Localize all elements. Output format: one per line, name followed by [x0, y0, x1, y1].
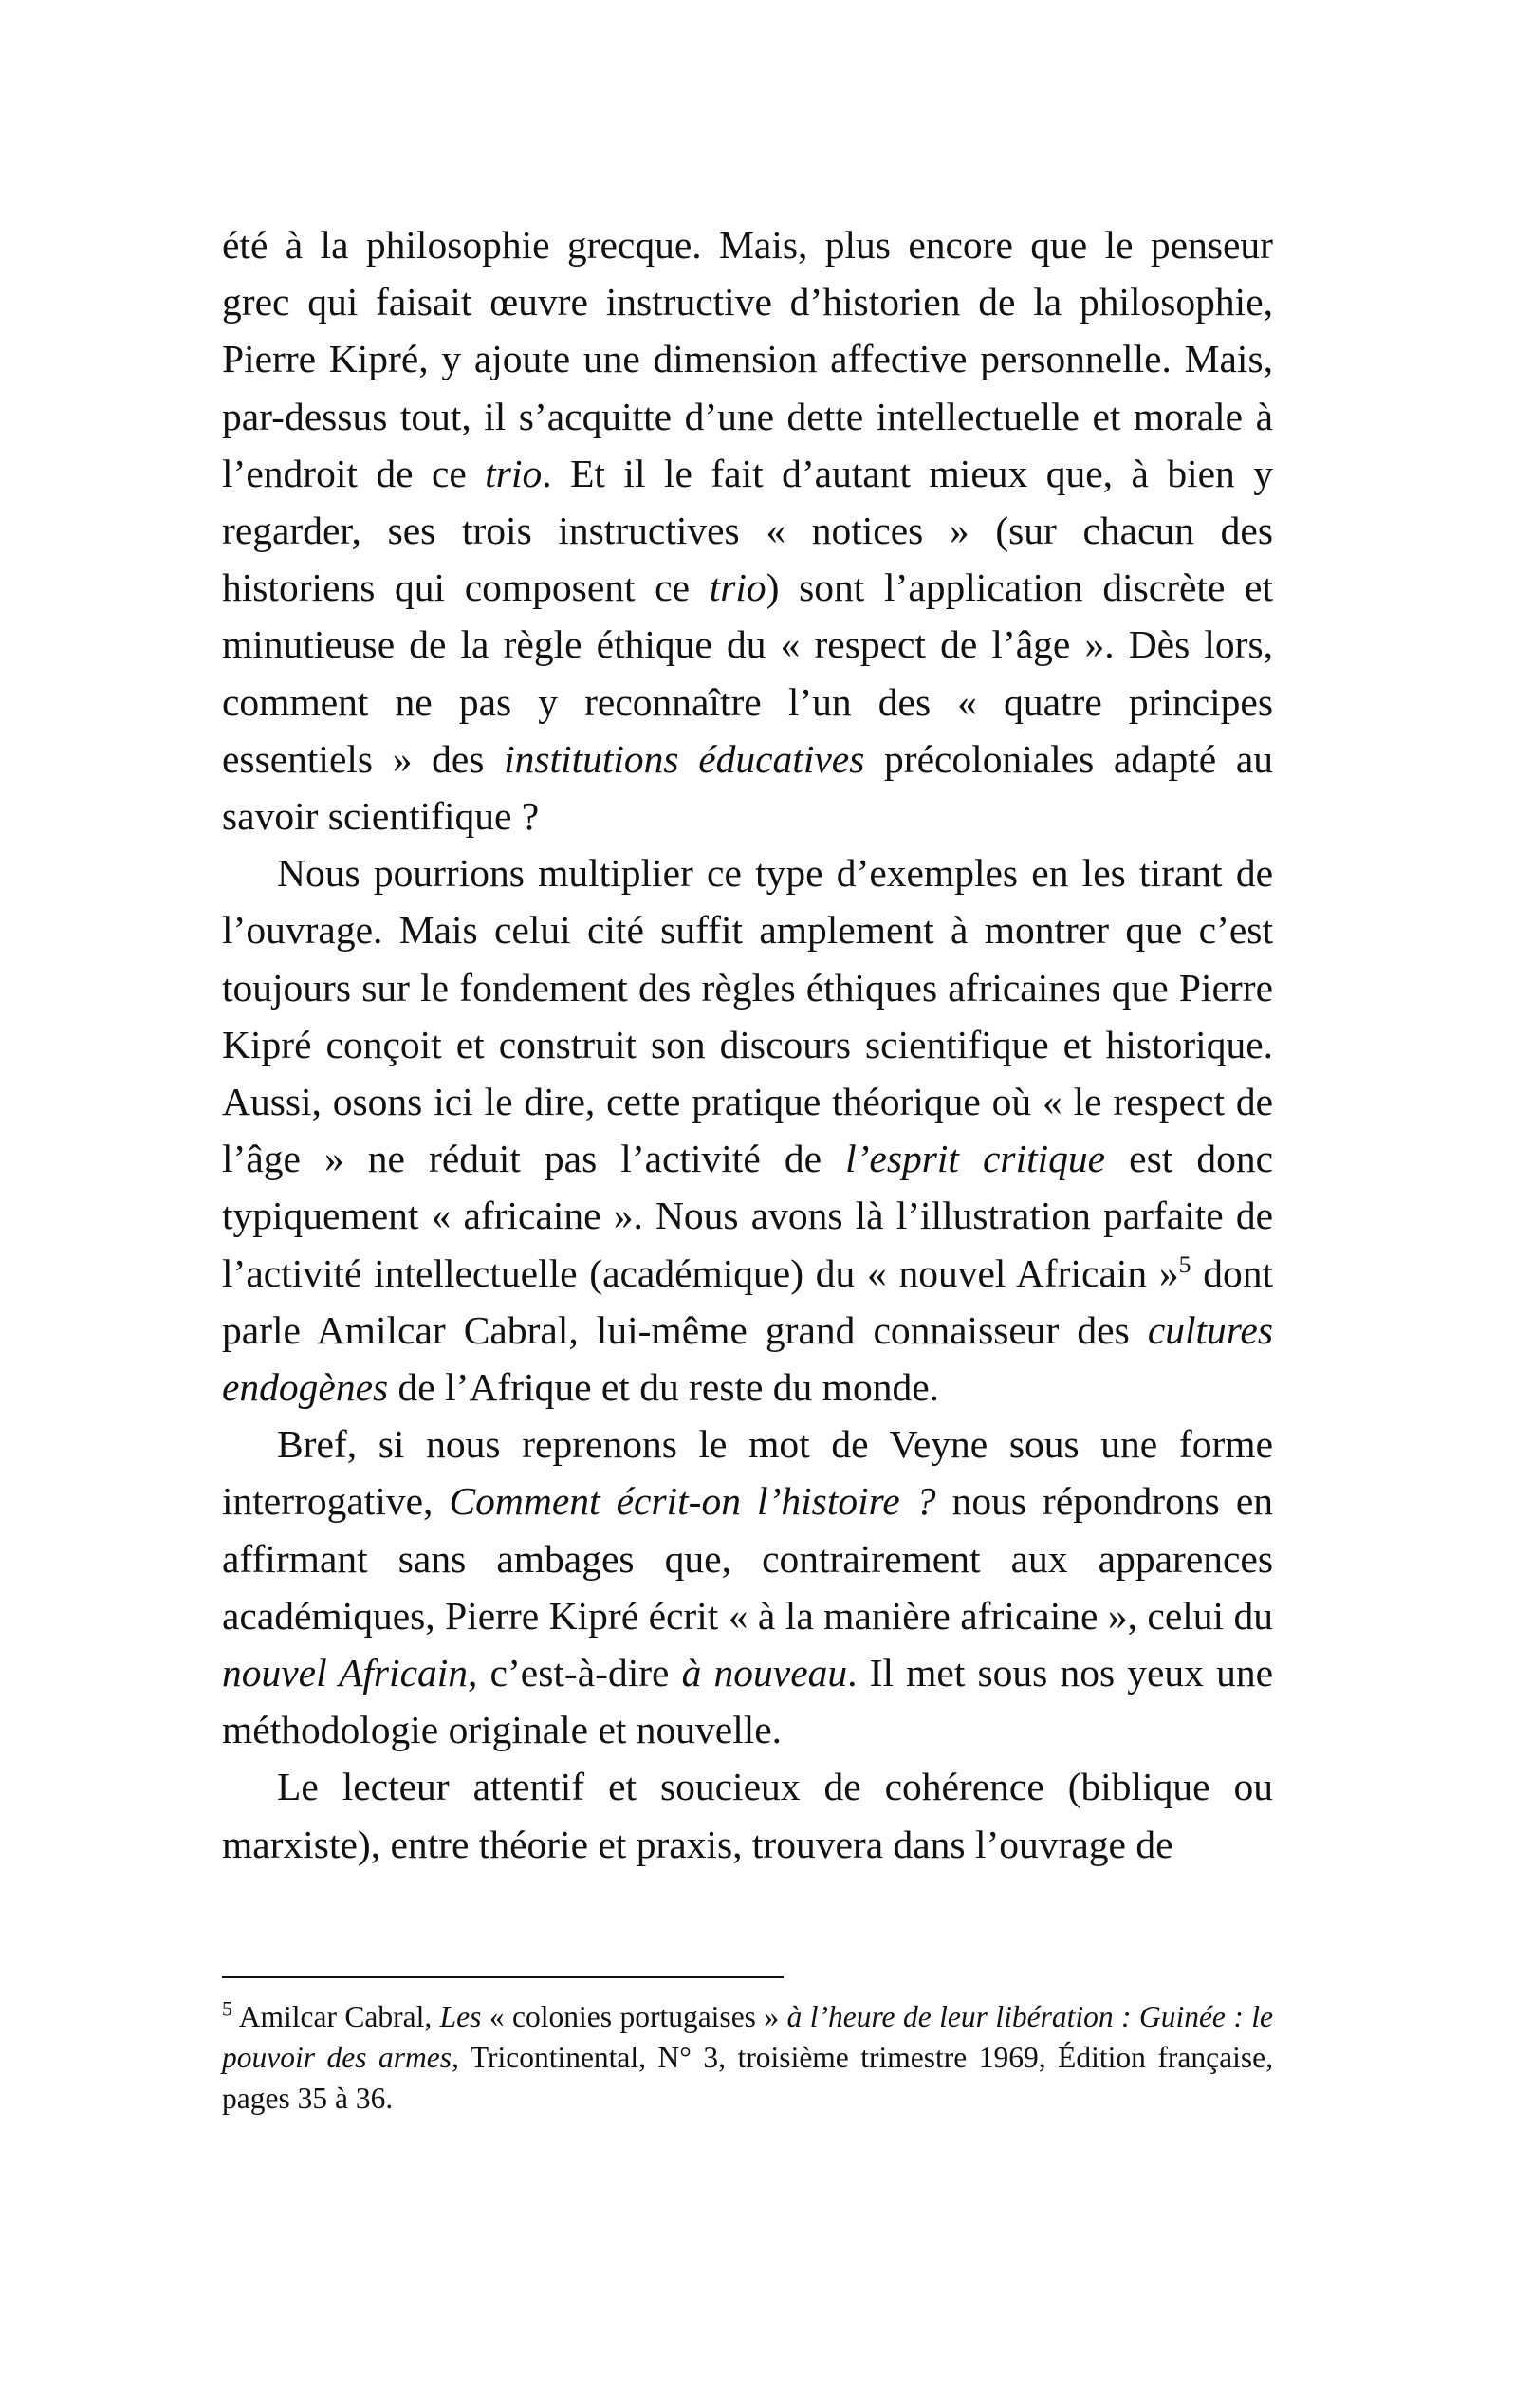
paragraph	[222, 1416, 1273, 1758]
italic-text: à nouveau	[681, 1651, 848, 1695]
text-run: Amilcar Cabral,	[232, 2000, 440, 2033]
text-run: . Et il le fait d’autant mieux que, à bien y regarder, ses trois instructives « notices » (sur chacun des historiens qui composent ce	[222, 451, 1273, 610]
italic-text: Les	[439, 2000, 482, 2033]
text-run: , Tricontinental, N° 3, troisième trimestre 1969, Édition française, pages 35 à 36.	[222, 2041, 1273, 2115]
text-run: . Il met sous nos yeux une méthodologie originale et nouvelle.	[222, 1651, 1274, 1752]
footnote-marker: 5	[222, 1996, 233, 2021]
text-run: précoloniales adapté au savoir scientifique ?	[222, 736, 1274, 839]
italic-text: trio	[485, 451, 543, 495]
text-run: dont parle Amilcar Cabral, lui-même grand connaisseur des	[222, 1250, 1273, 1352]
text-run: été à la philosophie grecque. Mais, plus encore que le penseur grec qui faisait œuvre instructive d’historien de la philosophie, Pierre Kipré, y ajoute une dimension affective personnelle. Mais, par-dessus tout, il s’acquitte d’une dette intellectuelle et morale à l’endroit de ce	[222, 223, 1273, 495]
italic-text: cultures endogènes	[222, 1307, 1273, 1410]
italic-text: l’esprit critique	[845, 1137, 1106, 1181]
paragraph	[222, 844, 1273, 1416]
italic-text: nouvel Africain	[222, 1651, 469, 1695]
paragraph	[222, 1758, 1273, 1872]
text-run: « colonies portugaises »	[481, 2000, 787, 2033]
text-run: est donc typiquement « africaine ». Nous avons là l’illustration parfaite de l’activité intellectuelle (académique) du « nouvel Africain »	[222, 1137, 1273, 1295]
text-run: ) sont l’application discrète et minutieuse de la règle éthique du « respect de l’âge ». Dès lors, comment ne pas y reconnaître l’un des « quatre principes essentiels » des	[222, 565, 1273, 781]
italic-text: à l’heure de leur libération : Guinée : le pouvoir des armes	[222, 2000, 1273, 2074]
footnote-separator	[222, 1976, 784, 1978]
italic-text: trio	[709, 565, 766, 610]
text-run: Nous pourrions multiplier ce type d’exemples en les tirant de l’ouvrage. Mais celui cité suffit amplement à montrer que c’est toujours sur le fondement des règles éthiques africaines que Pierre Kipré conçoit et construit son discours scientifique et historique. Aussi, osons ici le dire, cette pratique théorique où « le respect de l’âge » ne réduit pas l’activité de	[222, 851, 1273, 1181]
footnote-text	[222, 2000, 1273, 2115]
footnote-reference: 5	[1178, 1250, 1191, 1278]
text-run: de l’Afrique et du reste du monde.	[388, 1365, 939, 1410]
body-text	[222, 216, 1273, 1873]
footnote	[222, 1996, 1273, 2119]
italic-text: Comment écrit-on l’histoire ?	[449, 1479, 936, 1524]
paragraph	[222, 216, 1273, 844]
text-run: Le lecteur attentif et soucieux de cohérence (biblique ou marxiste), entre théorie et praxis, trouvera dans l’ouvrage de	[222, 1765, 1273, 1866]
text-run: , c’est-à-dire	[468, 1651, 682, 1695]
text-run: Bref, si nous reprenons le mot de Veyne sous une forme interrogative,	[222, 1422, 1273, 1524]
text-run: nous répondrons en affirmant sans ambages que, contrairement aux apparences académiques, Pierre Kipré écrit « à la manière africaine », celui du	[222, 1479, 1273, 1638]
italic-text: institutions éducatives	[504, 736, 865, 781]
